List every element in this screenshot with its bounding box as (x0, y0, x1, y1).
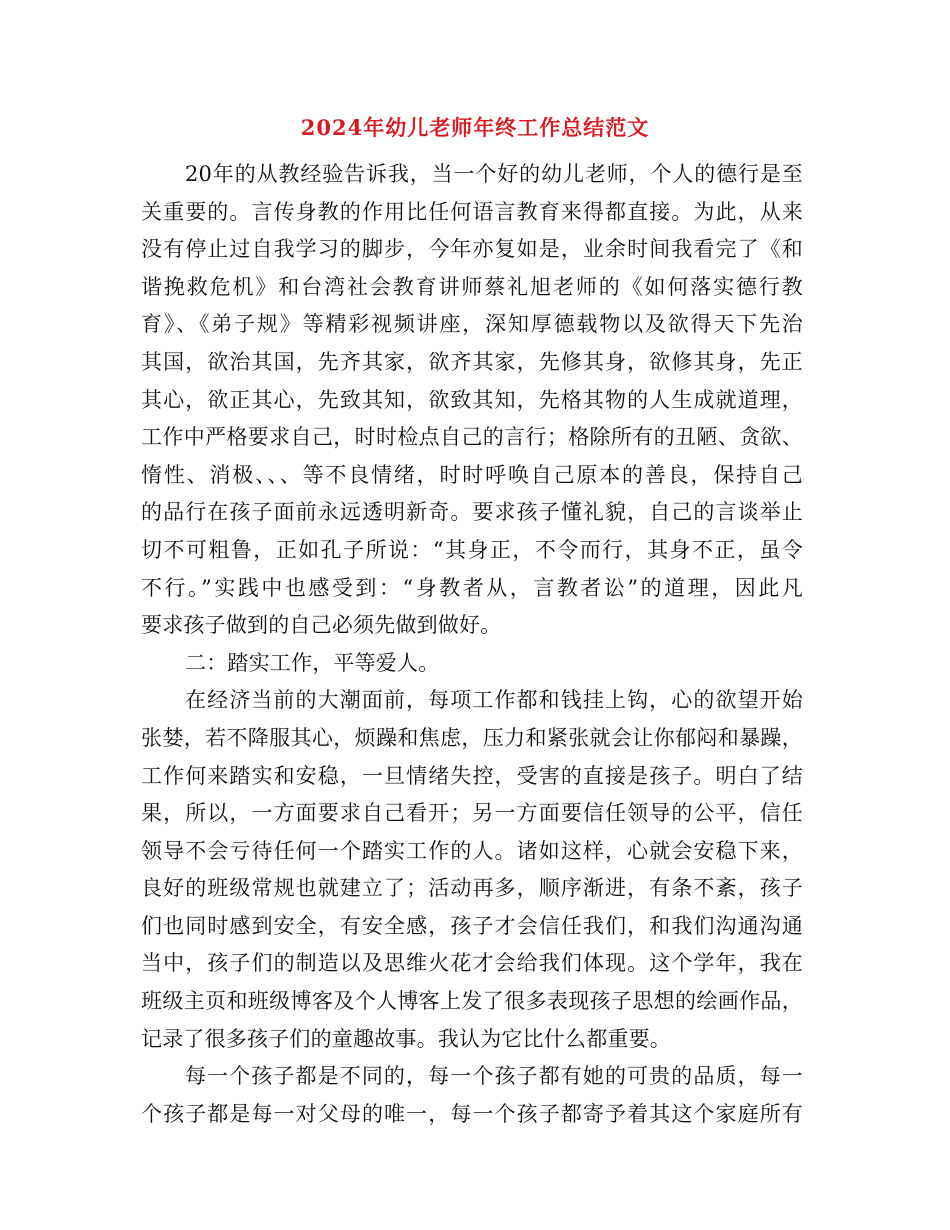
document-body (141, 156, 803, 1133)
text-line: 没有停止过自我学习的脚步，今年亦复如是，业余时间我看完了《和 (141, 237, 803, 262)
text-line: 每一个孩子都是不同的，每一个孩子都有她的可贵的品质，每一 (185, 1064, 803, 1089)
text-line: 工作中严格要求自己，时时检点自己的言行；格除所有的丑陋、贪欲、 (141, 425, 803, 450)
text-line: 谐挽救危机》和台湾社会教育讲师蔡礼旭老师的《如何落实德行教 (141, 274, 803, 299)
text-line: 惰性、消极、、、等不良情绪，时时呼唤自己原本的善良，保持自己 (141, 462, 803, 487)
text-line: 育》、《弟子规》等精彩视频讲座，深知厚德载物以及欲得天下先治 (141, 312, 803, 337)
text-line: 在经济当前的大潮面前，每项工作都和钱挂上钩，心的欲望开始 (185, 688, 803, 713)
text-line: 二：踏实工作，平等爱人。 (185, 650, 440, 675)
text-line: 切不可粗鲁，正如孔子所说：“其身正，不令而行，其身不正，虽令 (141, 537, 803, 562)
text-line: 们也同时感到安全，有安全感，孩子才会信任我们，和我们沟通沟通 (141, 913, 803, 938)
text-line: 不行。”实践中也感受到：“身教者从，言教者讼”的道理，因此凡 (141, 575, 803, 600)
text-line: 其国，欲治其国，先齐其家，欲齐其家，先修其身，欲修其身，先正 (141, 349, 803, 374)
text-line: 良好的班级常规也就建立了；活动再多，顺序渐进，有条不紊，孩子 (141, 876, 803, 901)
text-line: 工作何来踏实和安稳，一旦情绪失控，受害的直接是孩子。明白了结 (141, 763, 803, 788)
text-line: 的品行在孩子面前永远透明新奇。要求孩子懂礼貌，自己的言谈举止 (141, 500, 803, 525)
text-line: 20年的从教经验告诉我，当一个好的幼儿老师，个人的德行是至 (185, 162, 803, 186)
text-line: 当中，孩子们的制造以及思维火花才会给我们体现。这个学年，我在 (141, 951, 803, 976)
text-line: 张婪，若不降服其心，烦躁和焦虑，压力和紧张就会让你郁闷和暴躁， (141, 725, 803, 750)
text-line: 领导不会亏待任何一个踏实工作的人。诸如这样，心就会安稳下来， (141, 838, 803, 863)
text-line: 其心，欲正其心，先致其知，欲致其知，先格其物的人生成就道理， (141, 387, 803, 412)
text-line: 班级主页和班级博客及个人博客上发了很多表现孩子思想的绘画作品， (141, 989, 803, 1014)
document-title: 2024年幼儿老师年终工作总结范文 (300, 115, 650, 140)
text-line: 记录了很多孩子们的童趣故事。我认为它比什么都重要。 (141, 1026, 671, 1051)
text-line: 个孩子都是每一对父母的唯一，每一个孩子都寄予着其这个家庭所有 (141, 1101, 803, 1126)
text-line: 果，所以，一方面要求自己看开；另一方面要信任领导的公平，信任 (141, 801, 803, 826)
text-line: 要求孩子做到的自己必须先做到做好。 (141, 613, 502, 638)
text-line: 关重要的。言传身教的作用比任何语言教育来得都直接。为此，从来 (141, 199, 803, 224)
